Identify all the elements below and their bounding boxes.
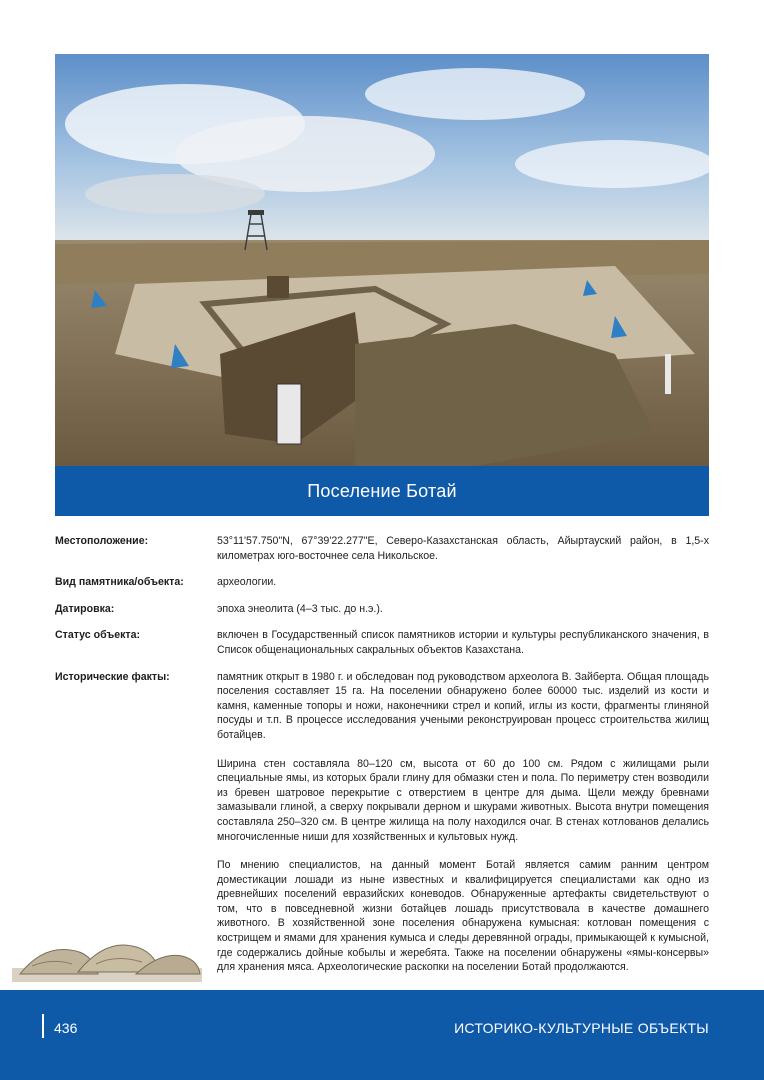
- info-paragraph: включен в Государственный список памятников истории и культуры республиканского значения, в Список общенациональных сакральных объектов Казахстана.: [217, 629, 709, 656]
- info-label: Датировка:: [55, 602, 115, 615]
- info-value: [217, 575, 709, 590]
- info-paragraph: памятник открыт в 1980 г. и обследован под руководством археолога В. Зайберта. Общая площадь поселения составляет 15 га. На поселении обнаружено более 60000 тыс. изделий из кости и камня, каменные топоры и ножи, наконечники стрел и копий, иглы из кости, фрагменты глиняной посуды и т.п. В процессе исследования учеными реконструирован процесс строительства жилищ ботайцев.: [217, 670, 709, 741]
- page-number: 436: [54, 1020, 78, 1036]
- info-value: [217, 670, 709, 975]
- info-paragraph: эпоха энеолита (4–3 тыс. до н.э.).: [217, 602, 383, 615]
- info-row: [55, 602, 709, 617]
- footer-divider: [42, 1014, 44, 1038]
- info-value: [217, 534, 709, 563]
- info-label: Исторические факты:: [55, 670, 170, 683]
- excavation-site-photo-icon: [55, 54, 709, 466]
- info-paragraph: По мнению специалистов, на данный момент Ботай является самим ранним центром доместикации лошади из ныне известных и квалифицируется специалистами как одно из древнейших поселений евразийских коневодов. Обнаруженные артефакты свидетельствуют о том, что в повседневной жизни ботайцев лошадь присутствовала в качестве домашнего животного. В хозяйственной зоне поселения обнаружена кумысная: котлован помещения с кострищем и ямами для хранения кумыса и следы деревянной ограды, примыкающей к кумысной, где содержались дойные кобылы и жеребята. Также на поселении обнаружены «ямы-консервы» для хранения мяса. Археологические раскопки на поселении Ботай продолжаются.: [217, 859, 709, 974]
- info-paragraph: Ширина стен составляла 80–120 см, высота от 60 до 100 см. Рядом с жилищами рыли специальные ямы, из которых брали глину для обмазки стен и пола. По периметру стен возводили из бревен шатровое перекрытие с отверстием в центре для дыма. Щели между бревнами замазывали глиной, а сверху покрывали дерном и шкурами животных. Высота внутри помещения составляла 250–320 см. В центре жилища на полу находился очаг. В стенах котлованов делались многочисленные ниши для хозяйственных и культовых нужд.: [217, 757, 709, 843]
- info-value: [217, 628, 709, 657]
- page-title: Поселение Ботай: [55, 466, 709, 516]
- info-row: [55, 628, 709, 657]
- info-value: [217, 602, 709, 617]
- info-table: [55, 534, 709, 987]
- excavation-photo: [55, 54, 709, 466]
- page-footer: [0, 990, 764, 1080]
- info-label: Местоположение:: [55, 535, 149, 547]
- info-row: [55, 575, 709, 590]
- dwelling-reconstruction-illustration-icon: [12, 924, 202, 982]
- info-paragraph: археологии.: [217, 576, 277, 589]
- info-paragraph: 53°11'57.750"N, 67°39'22.277"E, Северо-Казахстанская область, Айыртауский район, в 1,5-х километрах юго-восточнее села Никольское.: [217, 535, 709, 562]
- info-label: Вид памятника/объекта:: [55, 576, 184, 589]
- dwelling-illustration: [12, 924, 202, 982]
- info-label: Статус объекта:: [55, 629, 141, 642]
- info-row: [55, 534, 709, 563]
- section-title: ИСТОРИКО-КУЛЬТУРНЫЕ ОБЪЕКТЫ: [454, 1020, 709, 1036]
